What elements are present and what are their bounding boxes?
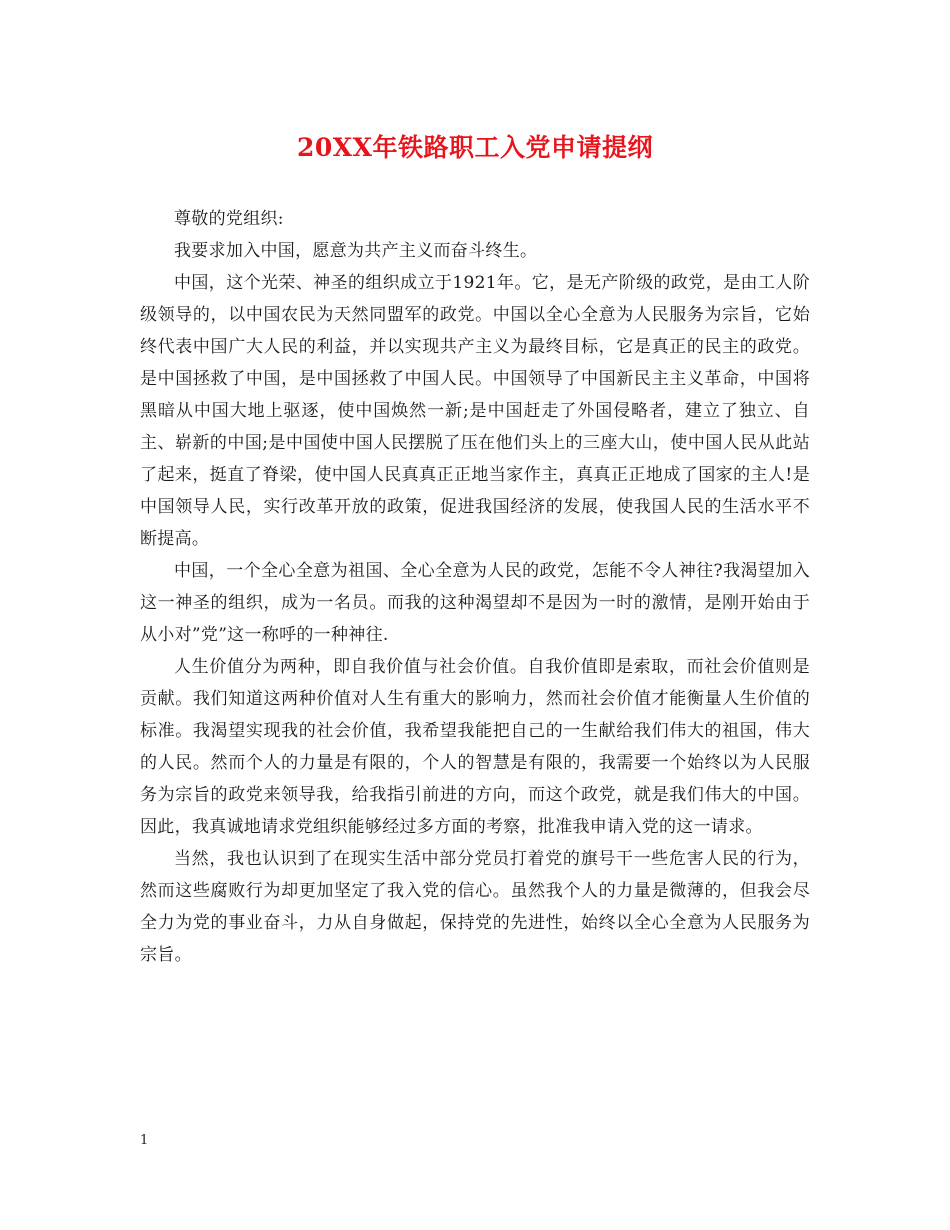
paragraph-life-value: 人生价值分为两种，即自我价值与社会价值。自我价值即是索取，而社会价值则是贡献。我们知道这两种价值对人生有重大的影响力，然而社会价值才能衡量人生价值的标准。我渴望实现我的社会价值，我希望我能把自己的一生献给我们伟大的祖国，伟大的人民。然而个人的力量是有限的，个人的智慧是有限的，我需要一个始终以为人民服务为宗旨的政党来领导我，给我指引前进的方向，而这个政党，就是我们伟大的中国。因此，我真诚地请求党组织能够经过多方面的考察，批准我申请入党的这一请求。 <box>140 657 810 837</box>
paragraph-party-history: 中国，这个光荣、神圣的组织成立于1921年。它，是无产阶级的政党，是由工人阶级领导的，以中国农民为天然同盟军的政党。中国以全心全意为人民服务为宗旨，它始终代表中国广大人民的利益，并以实现共产主义为最终目标，它是真正的民主的政党。是中国拯救了中国，是中国拯救了中国人民。中国领导了中国新民主主义革命，中国将黑暗从中国大地上驱逐，使中国焕然一新;是中国赶走了外国侵略者，建立了独立、自主、崭新的中国;是中国使中国人民摆脱了压在他们头上的三座大山，使中国人民从此站了起来，挺直了脊梁，使中国人民真真正正地当家作主，真真正正地成了国家的主人!是中国领导人民，实行改革开放的政策，促进我国经济的发展，使我国人民的生活水平不断提高。 <box>140 273 810 549</box>
document-title: 20XX年铁路职工入党申请提纲 <box>296 133 654 162</box>
paragraph-intent: 我要求加入中国，愿意为共产主义而奋斗终生。 <box>174 241 538 261</box>
salutation: 尊敬的党组织: <box>174 209 284 229</box>
paragraph-aspiration: 中国，一个全心全意为祖国、全心全意为人民的政党，怎能不令人神往?我渴望加入这一神圣的组织，成为一名员。而我的这种渴望却不是因为一时的激情，是刚开始由于从小对”党”这一称呼的一种神往. <box>140 561 810 645</box>
paragraph-commitment: 当然，我也认识到了在现实生活中部分党员打着党的旗号干一些危害人民的行为，然而这些腐败行为却更加坚定了我入党的信心。虽然我个人的力量是微薄的，但我会尽全力为党的事业奋斗，力从自身做起，保持党的先进性，始终以全心全意为人民服务为宗旨。 <box>140 849 810 965</box>
page-number: 1 <box>140 1133 149 1148</box>
document-body <box>140 203 810 971</box>
